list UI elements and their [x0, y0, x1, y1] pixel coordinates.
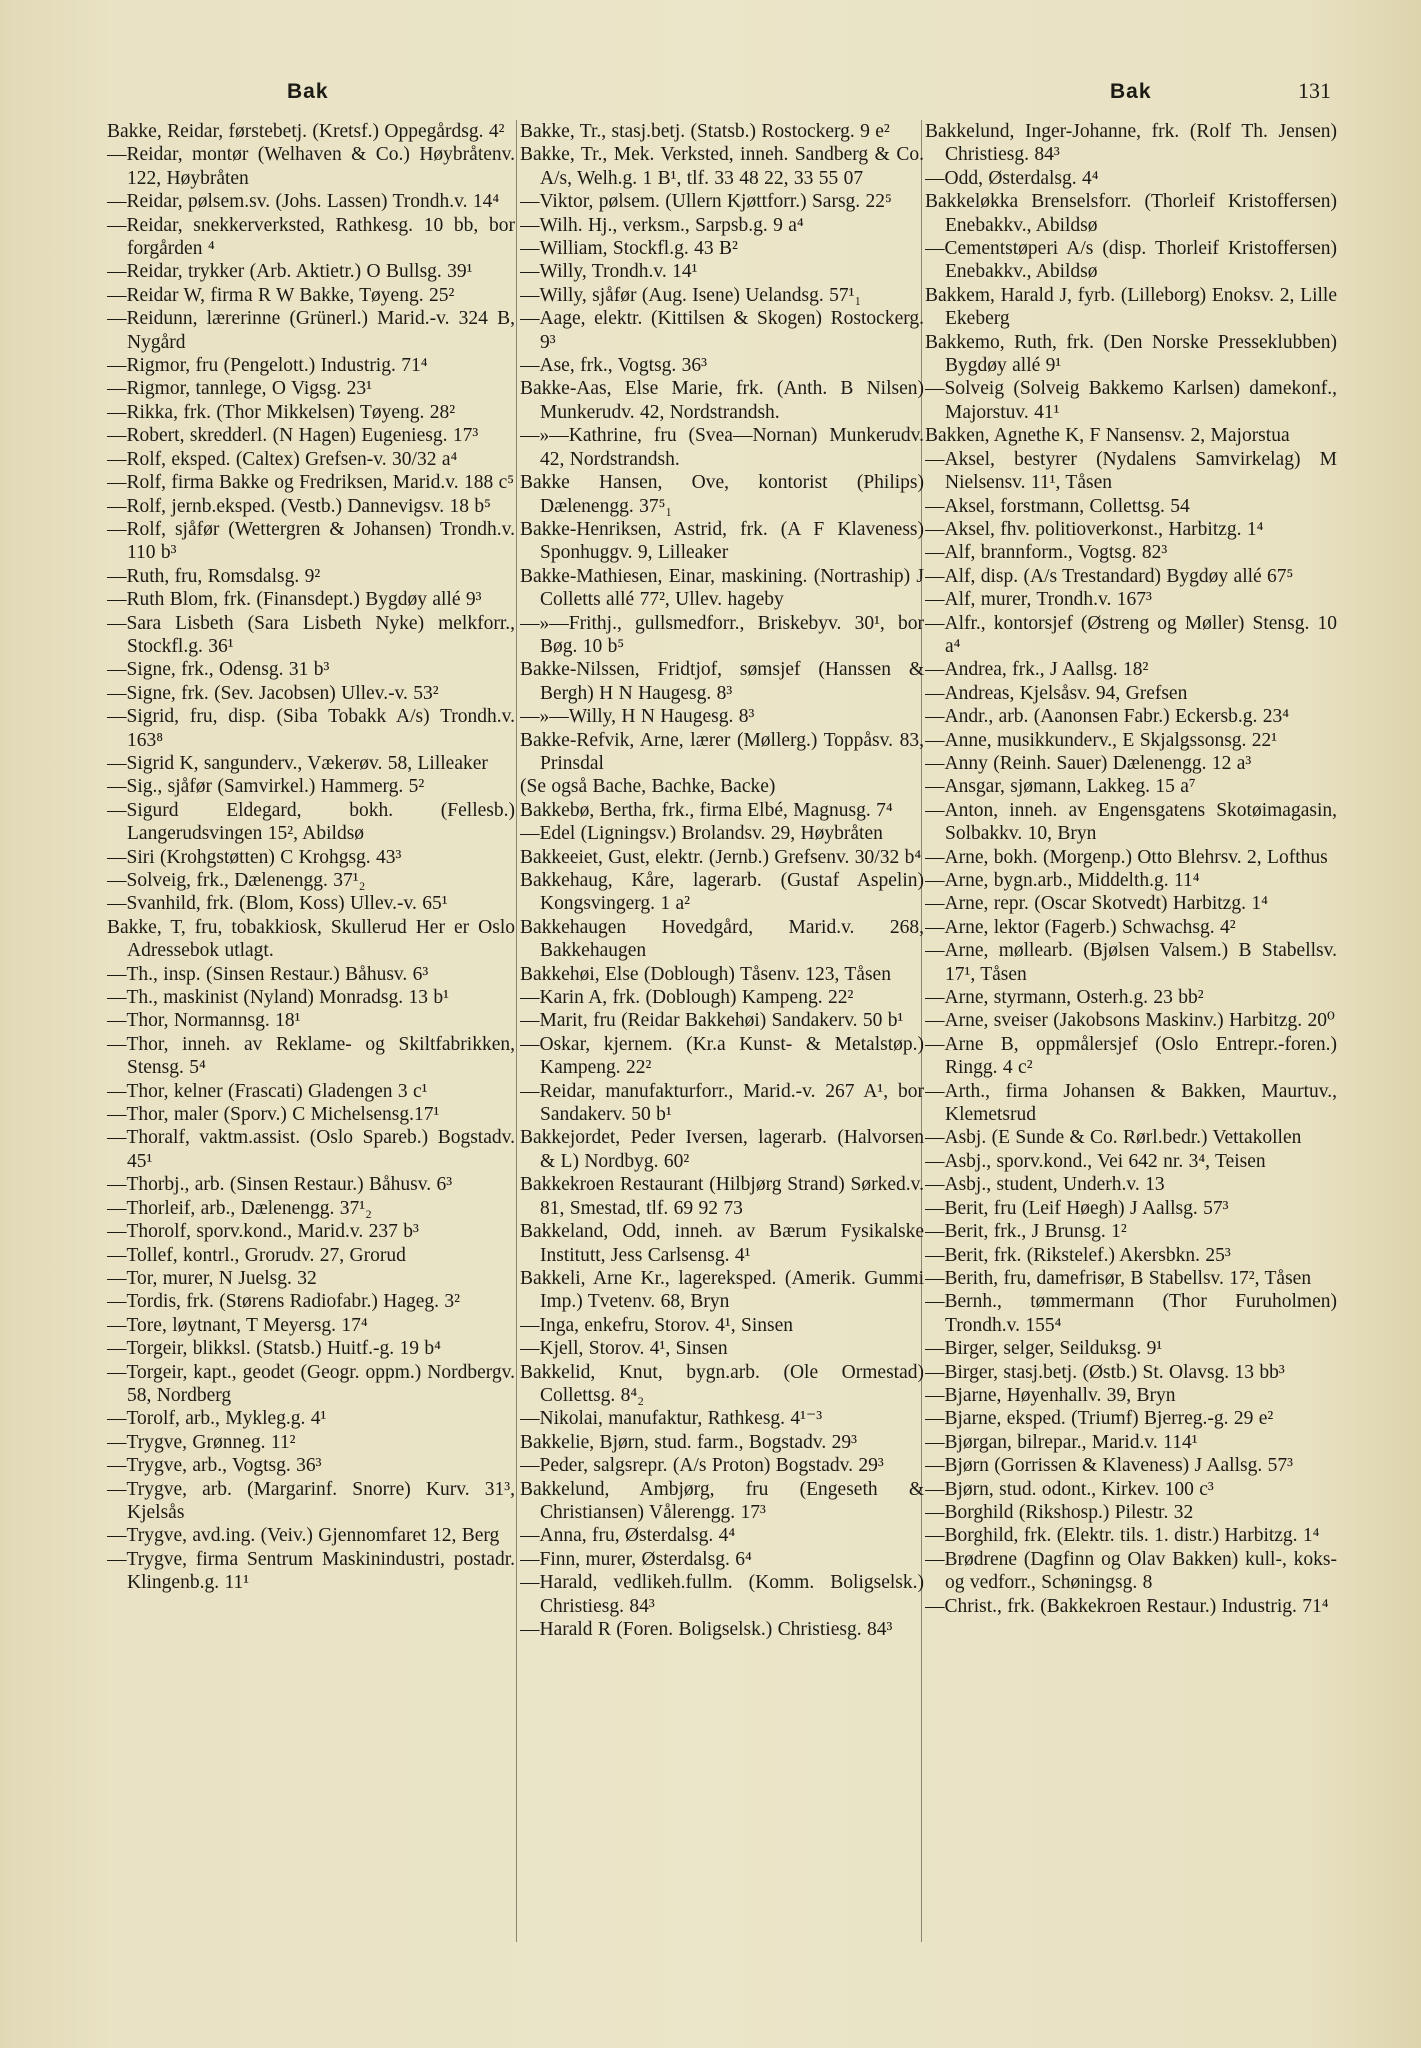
- directory-entry: —Sig., sjåfør (Samvirkel.) Hammerg. 5²: [107, 776, 425, 798]
- directory-entry: —Berit, frk. (Rikstelef.) Akersbkn. 25³: [925, 1244, 1231, 1266]
- directory-entry: Bakken, Agnethe K, F Nansensv. 2, Majorstua: [925, 425, 1290, 447]
- directory-entry: —Solveig, frk., Dælenengg. 37¹₂: [107, 870, 366, 891]
- directory-entry: —Anton, inneh. av Engensgatens Skotøimagasin, Solbakkv. 10, Bryn: [925, 799, 1337, 845]
- directory-entry: —Bjørn (Gorrissen & Klaveness) J Aallsg. 57³: [925, 1455, 1293, 1477]
- left-running-header: Bak: [287, 80, 329, 103]
- directory-entry: —Thor, Normannsg. 18¹: [107, 1010, 301, 1032]
- directory-entry: —Arne, lektor (Fagerb.) Schwachsg. 4²: [925, 916, 1236, 938]
- directory-entry: Bakkehøi, Else (Doblough) Tåsenv. 123, Tåsen: [520, 963, 891, 985]
- directory-entry: —Trygve, firma Sentrum Maskinindustri, postadr. Klingenb.g. 11¹: [107, 1548, 515, 1594]
- directory-entry: —Siri (Krohgstøtten) C Krohgsg. 43³: [107, 846, 402, 868]
- directory-entry: —Rigmor, fru (Pengelott.) Industrig. 71⁴: [107, 355, 428, 377]
- directory-entry: —Harald R (Foren. Boligselsk.) Christiesg. 84³: [520, 1619, 893, 1640]
- directory-entry: —»—Willy, H N Haugesg. 8³: [520, 706, 755, 728]
- column-divider: [516, 120, 517, 1942]
- directory-entry: —Tordis, frk. (Størens Radiofabr.) Hageg. 3²: [107, 1291, 461, 1313]
- directory-entry: —Karin A, frk. (Doblough) Kampeng. 22²: [520, 987, 854, 1009]
- directory-entry: —Svanhild, frk. (Blom, Koss) Ullev.-v. 65¹: [107, 893, 448, 915]
- directory-entry: —Arne, styrmann, Osterh.g. 23 bb²: [925, 987, 1204, 1009]
- directory-entry: Bakkejordet, Peder Iversen, lagerarb. (Halvorsen & L) Nordbyg. 60²: [520, 1127, 924, 1172]
- right-running-header: Bak: [1110, 80, 1152, 103]
- directory-entry: Bakkelid, Knut, bygn.arb. (Ole Ormestad) Collettsg. 8⁴₂: [520, 1361, 924, 1406]
- directory-entry: Bakke, T, fru, tobakkiosk, Skullerud Her er Oslo Adressebok utlagt.: [107, 916, 515, 962]
- directory-entry: (Se også Bache, Bachke, Backe): [520, 776, 776, 798]
- directory-entry: —Thor, inneh. av Reklame- og Skiltfabrikken, Stensg. 5⁴: [107, 1033, 515, 1079]
- directory-entry: —Signe, frk., Odensg. 31 b³: [107, 659, 330, 681]
- directory-entry: —Solveig (Solveig Bakkemo Karlsen) damekonf., Majorstuv. 41¹: [925, 378, 1337, 423]
- directory-entry: —Asbj., sporv.kond., Vei 642 nr. 3⁴, Teisen: [925, 1150, 1266, 1172]
- directory-column-1: [107, 120, 515, 1595]
- directory-entry: —Ruth Blom, frk. (Finansdept.) Bygdøy allé 9³: [107, 589, 482, 611]
- directory-entry: —Tore, løytnant, T Meyersg. 17⁴: [107, 1314, 368, 1336]
- directory-entry: Bakke-Mathiesen, Einar, maskining. (Nortraship) J Colletts allé 77², Ullev. hageby: [520, 565, 924, 611]
- directory-entry: —Rikka, frk. (Thor Mikkelsen) Tøyeng. 28²: [107, 401, 456, 423]
- directory-entry: —Ase, frk., Vogtsg. 36³: [520, 355, 708, 377]
- directory-entry: —Thor, kelner (Frascati) Gladengen 3 c¹: [107, 1080, 428, 1102]
- directory-entry: —Th., insp. (Sinsen Restaur.) Båhusv. 6³: [107, 963, 429, 985]
- directory-entry: —Sara Lisbeth (Sara Lisbeth Nyke) melkforr., Stockfl.g. 36¹: [107, 612, 515, 657]
- directory-entry: —Torgeir, kapt., geodet (Geogr. oppm.) Nordbergv. 58, Nordberg: [107, 1361, 515, 1406]
- directory-entry: —Oskar, kjernem. (Kr.a Kunst- & Metalstøp.) Kampeng. 22²: [520, 1033, 924, 1079]
- directory-entry: —Reidar W, firma R W Bakke, Tøyeng. 25²: [107, 284, 455, 306]
- directory-entry: —Trygve, avd.ing. (Veiv.) Gjennomfaret 12, Berg: [107, 1525, 500, 1547]
- directory-entry: —Rolf, jernb.eksped. (Vestb.) Dannevigsv. 18 b⁵: [107, 495, 491, 517]
- directory-entry: —Harald, vedlikeh.fullm. (Komm. Boligselsk.) Christiesg. 84³: [520, 1572, 924, 1617]
- directory-entry: —Alf, disp. (A/s Trestandard) Bygdøy allé 67⁵: [925, 565, 1294, 587]
- directory-entry: —Kjell, Storov. 4¹, Sinsen: [520, 1338, 728, 1360]
- directory-entry: —Bjarne, eksped. (Triumf) Bjerreg.-g. 29 e²: [925, 1408, 1274, 1430]
- directory-entry: —Th., maskinist (Nyland) Monradsg. 13 b¹: [107, 987, 449, 1009]
- directory-entry: —Rolf, sjåfør (Wettergren & Johansen) Trondh.v. 110 b³: [107, 518, 515, 564]
- directory-entry: Bakkem, Harald J, fyrb. (Lilleborg) Enoksv. 2, Lille Ekeberg: [925, 284, 1337, 330]
- directory-entry: Bakkeløkka Brenselsforr. (Thorleif Kristoffersen) Enebakkv., Abildsø: [925, 191, 1337, 236]
- directory-entry: Bakke, Tr., stasj.betj. (Statsb.) Rostockerg. 9 e²: [520, 121, 890, 142]
- directory-entry: —Aage, elektr. (Kittilsen & Skogen) Rostockerg. 9³: [520, 308, 924, 353]
- directory-entry: —Berit, frk., J Brunsg. 1²: [925, 1221, 1127, 1243]
- directory-entry: —Thorbj., arb. (Sinsen Restaur.) Båhusv. 6³: [107, 1174, 453, 1196]
- directory-entry: —Brødrene (Dagfinn og Olav Bakken) kull-, koks- og vedforr., Schøningsg. 8: [925, 1548, 1337, 1594]
- directory-entry: —Viktor, pølsem. (Ullern Kjøttforr.) Sarsg. 22⁵: [520, 191, 892, 213]
- directory-entry: —Alfr., kontorsjef (Østreng og Møller) Stensg. 10 a⁴: [925, 612, 1337, 657]
- directory-entry: —Aksel, fhv. politioverkonst., Harbitzg. 1⁴: [925, 518, 1264, 540]
- directory-entry: —Thorolf, sporv.kond., Marid.v. 237 b³: [107, 1221, 419, 1243]
- directory-entry: —Aksel, forstmann, Collettsg. 54: [925, 495, 1190, 517]
- directory-entry: —Andrea, frk., J Aallsg. 18²: [925, 659, 1149, 681]
- directory-entry: —Bernh., tømmermann (Thor Furuholmen) Trondh.v. 155⁴: [925, 1291, 1337, 1336]
- directory-entry: —Thoralf, vaktm.assist. (Oslo Spareb.) Bogstadv. 45¹: [107, 1127, 515, 1172]
- directory-entry: Bakkemo, Ruth, frk. (Den Norske Presseklubben) Bygdøy allé 9¹: [925, 331, 1337, 377]
- directory-entry: Bakke-Henriksen, Astrid, frk. (A F Klaveness) Sponhuggv. 9, Lilleaker: [520, 518, 924, 564]
- directory-entry: —Anny (Reinh. Sauer) Dælenengg. 12 a³: [925, 752, 1252, 774]
- directory-entry: —Arne, repr. (Oscar Skotvedt) Harbitzg. 1⁴: [925, 893, 1268, 915]
- directory-entry: —Andr., arb. (Aanonsen Fabr.) Eckersb.g. 23⁴: [925, 706, 1290, 728]
- directory-entry: —Anna, fru, Østerdalsg. 4⁴: [520, 1525, 736, 1547]
- directory-entry: Bakkeeiet, Gust, elektr. (Jernb.) Grefsenv. 30/32 b⁴: [520, 846, 922, 868]
- directory-entry: —»—Kathrine, fru (Svea—Nornan) Munkerudv. 42, Nordstrandsh.: [520, 425, 924, 470]
- directory-entry: —Wilh. Hj., verksm., Sarpsb.g. 9 a⁴: [520, 214, 804, 236]
- directory-entry: —Reidar, manufakturforr., Marid.-v. 267 A¹, bor Sandakerv. 50 b¹: [520, 1080, 924, 1126]
- directory-column-3: [925, 120, 1337, 1618]
- directory-entry: Bakke, Reidar, førstebetj. (Kretsf.) Oppegårdsg. 4²: [107, 121, 505, 142]
- directory-entry: Bakkelund, Inger-Johanne, frk. (Rolf Th. Jensen) Christiesg. 84³: [925, 121, 1337, 166]
- directory-entry: —Reidunn, lærerinne (Grünerl.) Marid.-v. 324 B, Nygård: [107, 308, 515, 353]
- directory-entry: —Arne, bokh. (Morgenp.) Otto Blehrsv. 2, Lofthus: [925, 846, 1328, 868]
- directory-entry: Bakke-Refvik, Arne, lærer (Møllerg.) Toppåsv. 83, Prinsdal: [520, 729, 924, 774]
- directory-entry: Bakke-Nilssen, Fridtjof, sømsjef (Hanssen & Bergh) H N Haugesg. 8³: [520, 659, 924, 704]
- directory-entry: —Bjarne, Høyenhallv. 39, Bryn: [925, 1384, 1176, 1406]
- directory-entry: —Trygve, Grønneg. 11²: [107, 1431, 296, 1453]
- directory-column-2: [520, 120, 924, 1641]
- directory-entry: —Tor, murer, N Juelsg. 32: [107, 1267, 317, 1289]
- directory-entry: —Reidar, pølsem.sv. (Johs. Lassen) Trondh.v. 14⁴: [107, 191, 500, 213]
- directory-entry: —Alf, murer, Trondh.v. 167³: [925, 589, 1152, 611]
- directory-entry: —Inga, enkefru, Storov. 4¹, Sinsen: [520, 1314, 794, 1336]
- directory-entry: —Birger, selger, Seilduksg. 9¹: [925, 1338, 1163, 1360]
- directory-entry: —Arne, sveiser (Jakobsons Maskinv.) Harbitzg. 20⁰: [925, 1010, 1335, 1032]
- directory-entry: —Asbj. (E Sunde & Co. Rørl.bedr.) Vettakollen: [925, 1127, 1302, 1149]
- directory-entry: Bakkebø, Bertha, frk., firma Elbé, Magnusg. 7⁴: [520, 799, 893, 821]
- directory-entry: —Torgeir, blikksl. (Statsb.) Huitf.-g. 19 b⁴: [107, 1338, 441, 1360]
- directory-entry: —William, Stockfl.g. 43 B²: [520, 238, 738, 260]
- directory-entry: —Willy, sjåfør (Aug. Isene) Uelandsg. 57¹₁: [520, 284, 862, 306]
- directory-entry: —Peder, salgsrepr. (A/s Proton) Bogstadv. 29³: [520, 1455, 884, 1477]
- directory-entry: —Signe, frk. (Sev. Jacobsen) Ullev.-v. 53²: [107, 682, 439, 704]
- directory-entry: —Asbj., student, Underh.v. 13: [925, 1174, 1165, 1196]
- directory-entry: Bakke Hansen, Ove, kontorist (Philips) Dælenengg. 37⁵₁: [520, 472, 924, 517]
- directory-entry: —Aksel, bestyrer (Nydalens Samvirkelag) M Nielsensv. 11¹, Tåsen: [925, 448, 1337, 494]
- directory-entry: Bakke-Aas, Else Marie, frk. (Anth. B Nilsen) Munkerudv. 42, Nordstrandsh.: [520, 378, 924, 423]
- directory-entry: —Sigrid, fru, disp. (Siba Tobakk A/s) Trondh.v. 163⁸: [107, 706, 515, 751]
- directory-entry: —Cementstøperi A/s (disp. Thorleif Kristoffersen) Enebakkv., Abildsø: [925, 238, 1337, 283]
- directory-entry: —Borghild, frk. (Elektr. tils. 1. distr.) Harbitzg. 1⁴: [925, 1525, 1320, 1547]
- directory-entry: —Finn, murer, Østerdalsg. 6⁴: [520, 1548, 752, 1570]
- directory-entry: —Torolf, arb., Mykleg.g. 4¹: [107, 1408, 327, 1430]
- directory-entry: —Trygve, arb., Vogtsg. 36³: [107, 1455, 322, 1477]
- directory-entry: —Reidar, snekkerverksted, Rathkesg. 10 bb, bor forgården ⁴: [107, 214, 515, 260]
- directory-entry: —Thor, maler (Sporv.) C Michelsensg.17¹: [107, 1104, 440, 1126]
- directory-entry: —Birger, stasj.betj. (Østb.) St. Olavsg. 13 bb³: [925, 1361, 1285, 1383]
- page-number: 131: [1298, 78, 1331, 103]
- directory-entry: —Anne, musikkunderv., E Skjalgssonsg. 22¹: [925, 729, 1278, 751]
- directory-entry: —Willy, Trondh.v. 14¹: [520, 261, 698, 283]
- directory-entry: —Berit, fru (Leif Høegh) J Aallsg. 57³: [925, 1197, 1229, 1219]
- directory-entry: —Sigurd Eldegard, bokh. (Fellesb.) Langerudsvingen 15², Abildsø: [107, 799, 515, 845]
- directory-entry: —Rolf, eksped. (Caltex) Grefsen-v. 30/32 a⁴: [107, 448, 458, 470]
- directory-entry: Bakkehaugen Hovedgård, Marid.v. 268, Bakkehaugen: [520, 916, 924, 962]
- directory-entry: Bakkekroen Restaurant (Hilbjørg Strand) Sørked.v. 81, Smestad, tlf. 69 92 73: [520, 1174, 924, 1219]
- directory-entry: —Thorleif, arb., Dælenengg. 37¹₂: [107, 1197, 372, 1219]
- directory-entry: —Berith, fru, damefrisør, B Stabellsv. 17², Tåsen: [925, 1267, 1312, 1289]
- directory-entry: —Bjørgan, bilrepar., Marid.v. 114¹: [925, 1431, 1198, 1453]
- directory-entry: —Robert, skredderl. (N Hagen) Eugeniesg. 17³: [107, 425, 479, 447]
- directory-entry: —Reidar, trykker (Arb. Aktietr.) O Bullsg. 39¹: [107, 261, 473, 283]
- directory-entry: —Rigmor, tannlege, O Vigsg. 23¹: [107, 378, 372, 400]
- directory-entry: —Nikolai, manufaktur, Rathkesg. 4¹⁻³: [520, 1408, 823, 1430]
- directory-entry: —Bjørn, stud. odont., Kirkev. 100 c³: [925, 1478, 1214, 1500]
- directory-entry: —Trygve, arb. (Margarinf. Snorre) Kurv. 31³, Kjelsås: [107, 1478, 515, 1523]
- directory-entry: Bakkelie, Bjørn, stud. farm., Bogstadv. 29³: [520, 1431, 857, 1453]
- directory-entry: —Alf, brannform., Vogtsg. 82³: [925, 542, 1168, 564]
- directory-entry: —Ansgar, sjømann, Lakkeg. 15 a⁷: [925, 776, 1196, 798]
- directory-entry: —Ruth, fru, Romsdalsg. 9²: [107, 565, 321, 587]
- directory-entry: —Tollef, kontrl., Grorudv. 27, Grorud: [107, 1244, 406, 1266]
- directory-entry: Bakkeli, Arne Kr., lagereksped. (Amerik. Gummi Imp.) Tvetenv. 68, Bryn: [520, 1267, 924, 1313]
- directory-entry: —Edel (Ligningsv.) Brolandsv. 29, Høybråten: [520, 823, 883, 845]
- directory-entry: —Borghild (Rikshosp.) Pilestr. 32: [925, 1501, 1194, 1523]
- directory-entry: Bakke, Tr., Mek. Verksted, inneh. Sandberg & Co. A/s, Welh.g. 1 B¹, tlf. 33 48 22, 33 55 07: [520, 144, 924, 189]
- directory-entry: Bakkeland, Odd, inneh. av Bærum Fysikalske Institutt, Jess Carlsenѕg. 4¹: [520, 1221, 924, 1266]
- directory-entry: —»—Frithj., gullsmedforr., Briskebyv. 30¹, bor Bøg. 10 b⁵: [520, 612, 924, 657]
- directory-entry: —Christ., frk. (Bakkekroen Restaur.) Industrig. 71⁴: [925, 1595, 1329, 1617]
- directory-entry: —Arne, møllearb. (Bjølsen Valsem.) B Stabellsv. 17¹, Tåsen: [925, 940, 1337, 985]
- directory-entry: Bakkehaug, Kåre, lagerarb. (Gustaf Aspelin) Kongsvingerg. 1 a²: [520, 870, 924, 915]
- directory-entry: —Arne, bygn.arb., Middelth.g. 11⁴: [925, 870, 1200, 891]
- directory-entry: —Odd, Østerdalsg. 4⁴: [925, 167, 1099, 189]
- directory-entry: Bakkelund, Ambjørg, fru (Engeseth & Christiansen) Vålerengg. 17³: [520, 1478, 924, 1523]
- directory-entry: —Reidar, montør (Welhaven & Co.) Høybråtenv. 122, Høybråten: [107, 144, 515, 189]
- directory-entry: —Arne B, oppmålersjef (Oslo Entrepr.-foren.) Ringg. 4 c²: [925, 1033, 1337, 1079]
- directory-entry: —Andreas, Kjelsåsv. 94, Grefsen: [925, 682, 1188, 704]
- directory-entry: —Sigrid K, sangunderv., Vækerøv. 58, Lilleaker: [107, 752, 488, 774]
- directory-entry: —Marit, fru (Reidar Bakkehøi) Sandakerv. 50 b¹: [520, 1010, 904, 1032]
- directory-entry: —Rolf, firma Bakke og Fredriksen, Marid.v. 188 c⁵: [107, 472, 515, 494]
- directory-entry: —Arth., firma Johansen & Bakken, Maurtuv., Klemetsrud: [925, 1080, 1337, 1126]
